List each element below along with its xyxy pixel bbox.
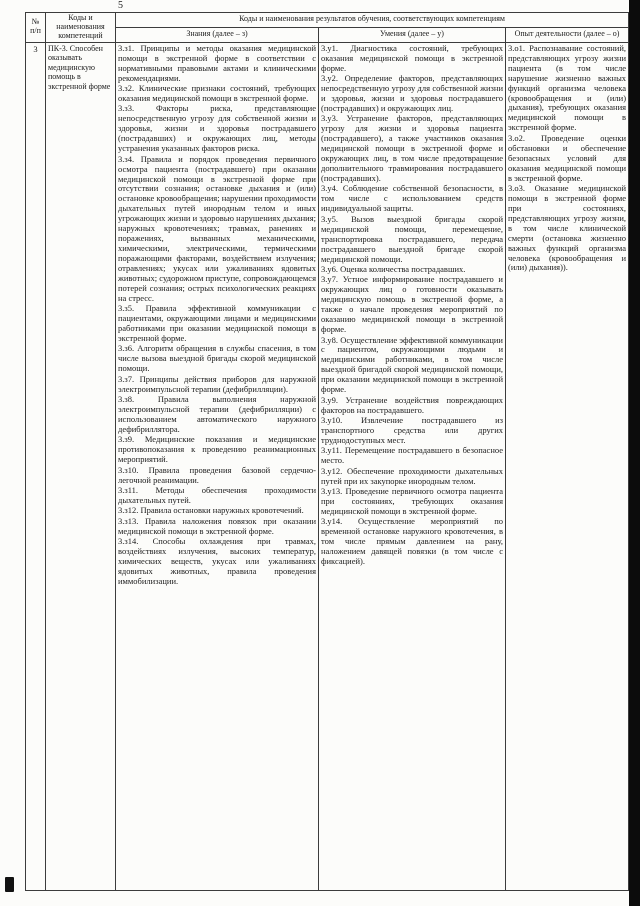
header-results-cell: Коды и наименования результатов обучения, соответствующих компетенциям bbox=[116, 13, 629, 28]
list-item: 3.у14. Осуществление мероприятий по временной остановке наружного кровотечения, в том числе прямым давлением на рану, наложением давящей повязки (в том числе с фиксацией). bbox=[321, 516, 503, 567]
list-item: 3.у10. Извлечение пострадавшего из транспортного средства или других труднодоступных мест. bbox=[321, 415, 503, 445]
list-item: 3.з3. Факторы риска, представляющие непосредственную угрозу для собственной жизни и здоровья, жизни и здоровья пострадавшего (пострадавших) и окружающих лиц, методы устранения указанных факторов риска. bbox=[118, 103, 316, 154]
list-item: 3.о2. Проведение оценки обстановки и обеспечение безопасных условий для оказания медицинской помощи в экстренной форме. bbox=[508, 132, 627, 183]
competency-cell: ПК-3. Способен оказывать медицинскую помощь в экстренной форме bbox=[46, 42, 116, 890]
header-skills-cell: Умения (далее – у) bbox=[319, 27, 506, 42]
list-item: 3.з9. Медицинские показания и медицинские противопоказания к проведению реанимационных мероприятий. bbox=[118, 434, 316, 465]
header-row-1 bbox=[26, 13, 629, 28]
scan-corner-artifact bbox=[5, 877, 14, 892]
list-item: 3.у1. Диагностика состояний, требующих оказания медицинской помощи в экстренной форме. bbox=[321, 42, 503, 73]
row-number-cell: 3 bbox=[26, 42, 46, 890]
list-item: 3.з1. Принципы и методы оказания медицинской помощи в экстренной форме в соответствии с нормативными правовыми актами и клиническими рекомендациями. bbox=[118, 42, 316, 83]
list-item: 3.з13. Правила наложения повязок при оказании медицинской помощи в экстренной форме. bbox=[118, 515, 316, 536]
list-item: 3.з2. Клинические признаки состояний, требующих оказания медицинской помощи в экстренной форме. bbox=[118, 83, 316, 104]
list-item: 3.у11. Перемещение пострадавшего в безопасное место. bbox=[321, 445, 503, 466]
list-item: 3.з6. Алгоритм обращения в службы спасения, в том числе вызова выездной бригады скорой медицинской помощи. bbox=[118, 343, 316, 374]
list-item: 3.у6. Оценка количества пострадавших. bbox=[321, 263, 466, 274]
list-item: 3.у13. Проведение первичного осмотра пациента при состояниях, требующих оказания медицинской помощи в экстренной форме. bbox=[321, 486, 503, 516]
list-item: 3.у5. Вызов выездной бригады скорой медицинской помощи, перемещение, транспортировка пострадавшего, передача пострадавшего выездной бригаде скорой медицинской помощи. bbox=[321, 213, 503, 264]
list-item: 3.у9. Устранение воздействия повреждающих факторов на пострадавшего. bbox=[321, 394, 503, 415]
scan-edge-artifact bbox=[629, 0, 640, 906]
header-row-2 bbox=[26, 27, 629, 42]
list-item: 3.з11. Методы обеспечения проходимости дыхательных путей. bbox=[118, 485, 316, 506]
list-item: 3.у4. Соблюдение собственной безопасности, в том числе с использованием средств индивидуальной защиты. bbox=[321, 183, 503, 214]
list-item: 3.з12. Правила остановки наружных кровотечений. bbox=[118, 505, 304, 516]
list-item: 3.з8. Правила выполнения наружной электроимпульсной терапии (дефибрилляции) с использованием автоматического наружного дефибриллятора. bbox=[118, 394, 316, 434]
header-experience-cell: Опыт деятельности (далее – о) bbox=[506, 27, 629, 42]
list-item: 3.у7. Устное информирование пострадавшего и окружающих лиц о готовности оказывать медицинскую помощь в экстренной форме, а также о начале проведения мероприятий по оказанию медицинской помощи в экстренной форме. bbox=[321, 274, 503, 335]
table-row bbox=[26, 42, 629, 890]
list-item: 3.з10. Правила проведения базовой сердечно-легочной реанимации. bbox=[118, 464, 316, 485]
knowledge-cell bbox=[116, 42, 319, 890]
header-num-cell bbox=[26, 13, 46, 43]
list-item: 3.о1. Распознавание состояний, представляющих угрозу жизни пациента (в том числе нарушение жизненно важных функций организма человека (кровообращения и (или) дыхания), требующих оказания медицинской помощи в экстренной форме. bbox=[508, 42, 627, 133]
experience-cell bbox=[506, 42, 629, 890]
list-item: 3.у3. Устранение факторов, представляющих угрозу для жизни и здоровья пациента (пострадавшего), а также участников оказания медицинской помощи в экстренной форме и окружающих лиц, в том числе предотвращение дополнительного травмирования пострадавшего (пострадавших). bbox=[321, 113, 503, 184]
list-item: 3.з4. Правила и порядок проведения первичного осмотра пациента (пострадавшего) при оказании медицинской помощи в экстренной форме при отсутствии сознания; остановке дыхания и (или) остановке кровообращения; нарушении проходимости дыхательных путей инородным телом и иных угрожающих жизни и здоровью нарушениях дыхания; наружных кровотечениях; травмах, ранениях и поражениях, вызванных механическими, химическими, электрическими, термическими поражающими факторами, воздействием излучения; отравлениях; укусах или ужаливаниях ядовитых животных; судорожном приступе, сопровождающемся потерей сознания; острых психологических реакциях на стресс. bbox=[118, 153, 317, 303]
list-item: 3.з7. Принципы действия приборов для наружной электроимпульсной терапии (дефибрилляции). bbox=[118, 373, 316, 394]
list-item: 3.у8. Осуществление эффективной коммуникации с пациентом, окружающими людьми и медицинскими работниками, в том числе выездной бригадой скорой медицинской помощи, при оказании медицинской помощи в экстренной форме. bbox=[321, 334, 503, 395]
header-competency-cell: Коды и наименования компетенций bbox=[46, 13, 116, 43]
list-item: 3.о3. Оказание медицинской помощи в экстренной форме при состояниях, представляющих угрозу жизни, в том числе клинической смерти (остановка жизненно важных функций организма человека (кровообращения и (или) дыхания)). bbox=[508, 182, 627, 273]
header-knowledge-cell: Знания (далее – з) bbox=[116, 27, 319, 42]
list-item: 3.у12. Обеспечение проходимости дыхательных путей при их закупорке инородным телом. bbox=[321, 465, 503, 486]
page-number: 5 bbox=[118, 0, 123, 11]
competency-results-table bbox=[25, 12, 629, 891]
list-item: 3.з5. Правила эффективной коммуникации с пациентами, окружающими лицами и медицинскими работниками при оказании медицинской помощи в экстренной форме. bbox=[118, 303, 316, 344]
skills-cell bbox=[319, 42, 506, 890]
list-item: 3.у2. Определение факторов, представляющих непосредственную угрозу для собственной жизни и здоровья, жизни и здоровья пострадавшего (пострадавших) и окружающих лиц. bbox=[321, 73, 503, 113]
list-item: 3.з14. Способы охлаждения при травмах, воздействиях излучения, высоких температур, химических веществ, укусах или ужаливаниях ядовитых животных, правила проведения иммобилизации. bbox=[118, 536, 316, 587]
header-num-line1: № bbox=[31, 17, 40, 27]
header-num-line2: п/п bbox=[30, 26, 41, 36]
